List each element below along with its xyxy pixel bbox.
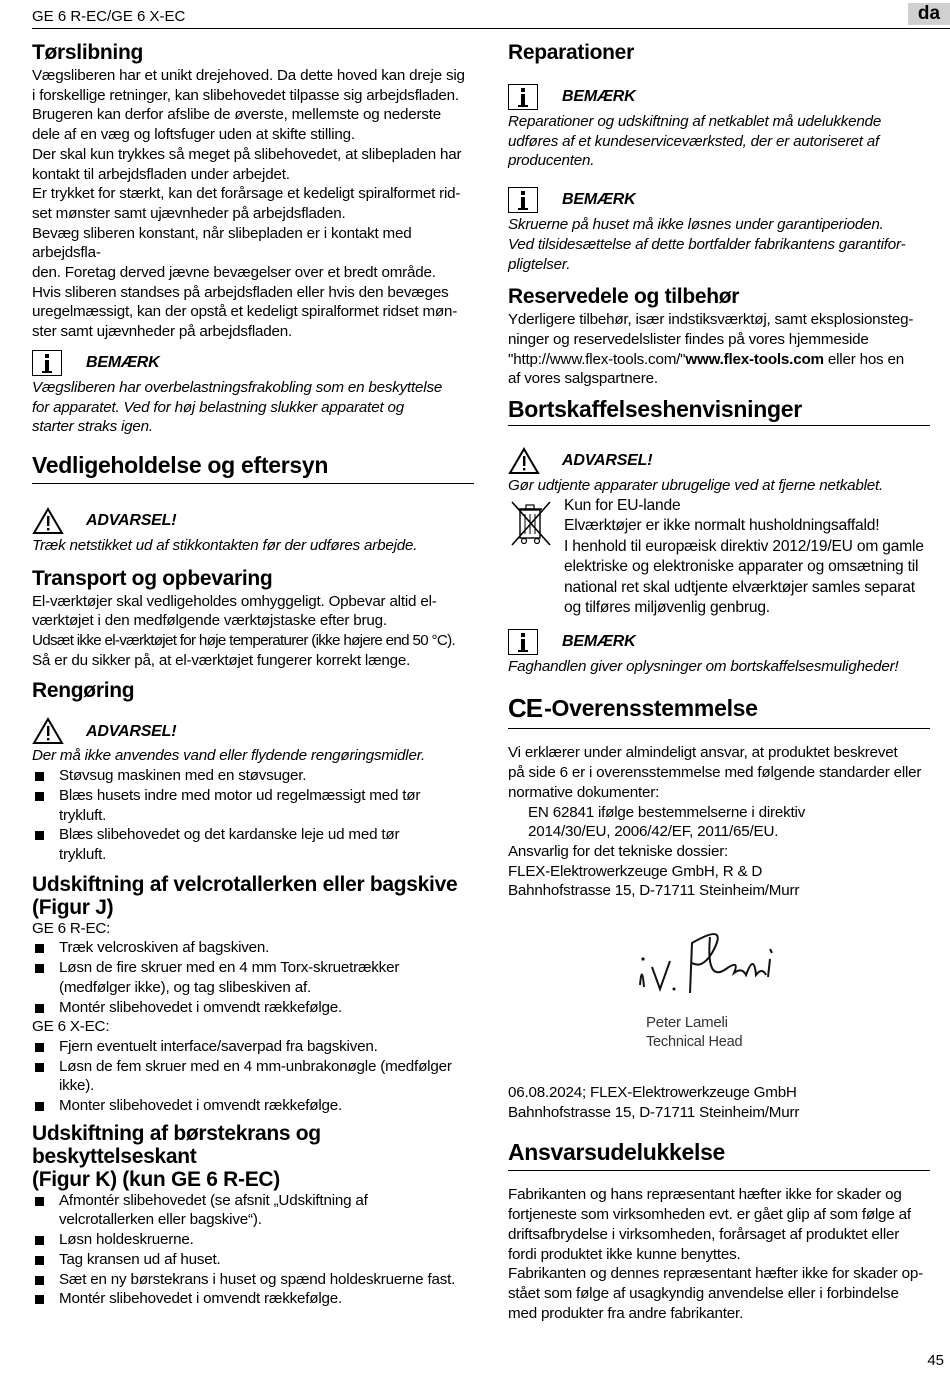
text-line: Bevæg sliberen konstant, når slibepladen er i kontakt med arbejdsfla- bbox=[32, 224, 412, 262]
text-line: fortjeneste som virksomheden evt. er gået glip af som følge af bbox=[508, 1206, 911, 1224]
note-text: Faghandlen giver oplysninger om bortskaffelsesmuligheder! bbox=[508, 657, 899, 675]
velcro-list-1 bbox=[32, 938, 474, 1017]
text-line: 06.08.2024; FLEX-Elektrowerkzeuge GmbH bbox=[508, 1084, 797, 1102]
text-line: af vores salgspartnere. bbox=[508, 370, 658, 388]
text-line: i forskellige retninger, kan slibehovedet tilpasse sig arbejdsfladen. bbox=[32, 86, 459, 104]
text-line: normative dokumenter: bbox=[508, 783, 660, 801]
weee-block bbox=[508, 496, 946, 619]
section-title-borste bbox=[32, 1122, 474, 1191]
ansvar-text bbox=[508, 1185, 946, 1323]
text-span: eller hos en bbox=[823, 350, 904, 368]
note-row bbox=[32, 348, 474, 378]
list-item: Monter slibehovedet i omvendt rækkefølge. bbox=[32, 1096, 474, 1116]
text-line: Bahnhofstrasse 15, D-71711 Steinheim/Murr bbox=[508, 882, 800, 900]
text-line: Vægsliberen har et unikt drejehoved. Da dette hoved kan dreje sig bbox=[32, 67, 465, 84]
warning-row bbox=[32, 716, 474, 746]
warning-icon bbox=[508, 447, 540, 475]
text-line: Der skal kun trykkes så meget på slibehovedet, at slibepladen har bbox=[32, 145, 462, 163]
list-item: Løsn de fire skruer med en 4 mm Torx-skruetrækker (medfølger ikke), og tag slibeskiven af. bbox=[32, 958, 474, 997]
warning-label: ADVARSEL! bbox=[86, 512, 177, 530]
title-line: (Figur K) (kun GE 6 R-EC) bbox=[32, 1167, 280, 1191]
left-column bbox=[32, 40, 474, 1309]
section-title-reparationer: Reparationer bbox=[508, 41, 634, 64]
text-line: Vægsliberen har overbelastningsfrakobling som en beskyttelse bbox=[32, 378, 443, 396]
text-line: Vi erklærer under almindeligt ansvar, at produktet beskrevet bbox=[508, 744, 898, 762]
text-line: Kun for EU-lande bbox=[564, 496, 681, 514]
text-line: Skruerne på huset må ikke løsnes under garantiperioden. bbox=[508, 216, 884, 234]
signature-block bbox=[508, 901, 946, 1071]
text-line: Reparationer og udskiftning af netkablet må udelukkende bbox=[508, 113, 882, 130]
list-item: Afmontér slibehovedet (se afsnit „Udskiftning af velcrotallerken eller bagskive“). bbox=[32, 1191, 474, 1230]
note-label: BEMÆRK bbox=[562, 191, 636, 209]
text-line: udføres af et kundeserviceværksted, der er autoriseret af bbox=[508, 132, 879, 150]
warning-text: Træk netstikket ud af stikkontakten før der udføres arbejde. bbox=[32, 536, 418, 554]
date-block bbox=[508, 1083, 946, 1122]
text-line: Ved tilsidesættelse af dette bortfalder fabrikantens garantifor- bbox=[508, 235, 906, 253]
subheading: GE 6 X-EC: bbox=[32, 1018, 110, 1036]
url-bold[interactable]: www.flex-tools.com bbox=[685, 350, 824, 368]
text-line: Fabrikanten og dennes repræsentant hæfter ikke for skader op- bbox=[508, 1265, 923, 1283]
text-line: I henhold til europæisk direktiv 2012/19/EU om gamle bbox=[564, 537, 924, 555]
list-item: Montér slibehovedet i omvendt rækkefølge. bbox=[32, 1289, 474, 1309]
text-line: Hvis sliberen standses på arbejdsfladen eller hvis den bevæges bbox=[32, 283, 449, 301]
language-badge: da bbox=[908, 3, 950, 25]
section-title-ansvar: Ansvarsudelukkelse bbox=[508, 1138, 930, 1171]
text-line: ninger og reservedelslister findes på vores hjemmeside bbox=[508, 330, 869, 348]
list-item: Træk velcroskiven af bagskiven. bbox=[32, 938, 474, 958]
signer-title: Technical Head bbox=[646, 1034, 743, 1051]
text-line: driftsafbrydelse i virksomheden, forårsaget af produktet eller bbox=[508, 1225, 900, 1243]
url-text[interactable]: "http://www.flex-tools.com/" bbox=[508, 350, 686, 368]
section-title-vedligeholdelse: Vedligeholdelse og eftersyn bbox=[32, 451, 474, 484]
text-line: Ansvarlig for det tekniske dossier: bbox=[508, 842, 729, 860]
reservedele-text bbox=[508, 310, 946, 389]
text-line: Så er du sikker på, at el-værktøjet fungerer korrekt længe. bbox=[32, 651, 411, 669]
text-line: Brugeren kan derfor afslibe de øverste, mellemste og nederste bbox=[32, 106, 442, 124]
crossed-bin-icon bbox=[508, 498, 554, 548]
note-text bbox=[508, 215, 946, 274]
right-column bbox=[508, 40, 946, 1323]
warning-row bbox=[508, 446, 946, 476]
note-text bbox=[32, 378, 474, 437]
subheading: GE 6 R-EC: bbox=[32, 919, 111, 937]
text-line: FLEX-Elektrowerkzeuge GmbH, R & D bbox=[508, 862, 763, 880]
signer-name: Peter Lameli bbox=[646, 1014, 728, 1032]
warning-icon bbox=[32, 717, 64, 745]
model-header: GE 6 R-EC/GE 6 X-EC bbox=[32, 8, 186, 25]
page-number: 45 bbox=[927, 1352, 944, 1369]
section-title-reservedele: Reservedele og tilbehør bbox=[508, 285, 740, 309]
info-icon bbox=[508, 84, 538, 110]
title-text: -Overensstemmelse bbox=[544, 695, 758, 722]
signature-image bbox=[630, 923, 810, 1013]
text-line: værktøjet i den medfølgende værktøjstaske efter brug. bbox=[32, 612, 387, 630]
list-item: Blæs slibehovedet og det kardanske leje ud med tør trykluft. bbox=[32, 825, 474, 864]
cleaning-list bbox=[32, 766, 474, 865]
text-line: Er trykket for stærkt, kan det forårsage et kedeligt spiralformet rid- bbox=[32, 185, 461, 203]
text-line: ster samt ujævnheder på arbejdsfladen. bbox=[32, 323, 293, 341]
text-line: stået som følge af usagkyndig anvendelse eller i forbindelse bbox=[508, 1284, 899, 1302]
text-line: EN 62841 ifølge bestemmelserne i direktiv bbox=[528, 803, 806, 821]
text-line: dele af en væg og loftsfuger uden at skifte stilling. bbox=[32, 126, 355, 144]
text-line: 2014/30/EU, 2006/42/EF, 2011/65/EU. bbox=[528, 823, 779, 841]
text-line: uregelmæssigt, kan der opstå et kedeligt spiralformet ridset møn- bbox=[32, 303, 458, 321]
warning-label: ADVARSEL! bbox=[562, 452, 653, 470]
list-item: Blæs husets indre med motor ud regelmæssigt med tør trykluft. bbox=[32, 786, 474, 825]
text-line: producenten. bbox=[508, 152, 595, 170]
url-line bbox=[508, 350, 946, 370]
text-line: fordi produktet ikke kunne benyttes. bbox=[508, 1245, 741, 1263]
warning-text: Gør udtjente apparater ubrugelige ved at fjerne netkablet. bbox=[508, 477, 884, 495]
title-line: Udskiftning af børstekrans og beskyttelseskant bbox=[32, 1121, 321, 1168]
velcro-list-2 bbox=[32, 1037, 474, 1116]
section-title-transport: Transport og opbevaring bbox=[32, 566, 273, 590]
text-line: elektriske og elektroniske apparater og omsætning til bbox=[564, 558, 919, 576]
note-label: BEMÆRK bbox=[562, 88, 636, 106]
list-item: Løsn holdeskruerne. bbox=[32, 1230, 474, 1250]
text-line: El-værktøjer skal vedligeholdes omhyggeligt. Opbevar altid el- bbox=[32, 592, 437, 610]
header-rule bbox=[32, 28, 950, 29]
list-item: Fjern eventuelt interface/saverpad fra bagskiven. bbox=[32, 1037, 474, 1057]
list-item: Sæt en ny børstekrans i huset og spænd holdeskruerne fast. bbox=[32, 1270, 474, 1290]
note-label: BEMÆRK bbox=[86, 353, 160, 371]
ce-text bbox=[508, 743, 946, 901]
note-row bbox=[508, 627, 946, 657]
text-line: på side 6 er i overensstemmelse med følgende standarder eller bbox=[508, 764, 922, 782]
info-icon bbox=[508, 187, 538, 213]
section-title-torslibning: Tørslibning bbox=[32, 41, 144, 64]
text-line: for apparatet. Ved for høj belastning slukker apparatet og bbox=[32, 398, 404, 416]
section-title-bortskaffelse: Bortskaffelseshenvisninger bbox=[508, 395, 930, 426]
text-line: Bahnhofstrasse 15, D-71711 Steinheim/Murr bbox=[508, 1103, 800, 1121]
title-line: Udskiftning af velcrotallerken eller bagskive bbox=[32, 872, 458, 896]
section-title-velcro bbox=[32, 873, 474, 919]
text-line: set mønster samt ujævnheder på arbejdsfladen. bbox=[32, 204, 346, 222]
text-line: Elværktøjer er ikke normalt husholdningsaffald! bbox=[564, 517, 880, 535]
torslibning-text bbox=[32, 66, 474, 342]
note-row bbox=[508, 82, 946, 112]
warning-row bbox=[32, 506, 474, 536]
info-icon bbox=[32, 350, 62, 376]
borste-list bbox=[32, 1191, 474, 1309]
note-text bbox=[508, 112, 946, 171]
transport-text bbox=[32, 592, 474, 671]
warning-icon bbox=[32, 507, 64, 535]
text-line: Fabrikanten og hans repræsentant hæfter ikke for skader og bbox=[508, 1186, 902, 1204]
text-line: national ret skal udtjente elværktøjer samles separat bbox=[564, 578, 915, 596]
list-item: Tag kransen ud af huset. bbox=[32, 1250, 474, 1270]
list-item: Montér slibehovedet i omvendt rækkefølge. bbox=[32, 998, 474, 1018]
title-line: (Figur J) bbox=[32, 895, 114, 919]
text-line: den. Foretag derved jævne bevægelser over et bredt område. bbox=[32, 264, 436, 282]
section-title-ce bbox=[508, 694, 930, 729]
text-line: med produkter fra andre fabrikanter. bbox=[508, 1304, 744, 1322]
text-line: Udsæt ikke el-værktøjet for høje temperaturer (ikke højere end 50 °C). bbox=[32, 632, 455, 650]
note-label: BEMÆRK bbox=[562, 632, 636, 650]
list-item: Løsn de fem skruer med en 4 mm-unbrakonøgle (medfølger ikke). bbox=[32, 1057, 474, 1096]
text-line: kontakt til arbejdsfladen under arbejdet. bbox=[32, 165, 290, 183]
info-icon bbox=[508, 629, 538, 655]
note-row bbox=[508, 185, 946, 215]
text-line: og tilføres miljøvenlig genbrug. bbox=[564, 599, 770, 617]
text-line: pligtelser. bbox=[508, 255, 571, 273]
text-line: starter straks igen. bbox=[32, 418, 153, 436]
warning-text: Der må ikke anvendes vand eller flydende rengøringsmidler. bbox=[32, 747, 426, 765]
warning-label: ADVARSEL! bbox=[86, 722, 177, 740]
text-line: Yderligere tilbehør, især indstiksværktøj, samt eksplosionsteg- bbox=[508, 311, 914, 329]
ce-mark-icon: CE bbox=[508, 693, 543, 724]
weee-text bbox=[564, 496, 924, 619]
list-item: Støvsug maskinen med en støvsuger. bbox=[32, 766, 474, 786]
section-title-rengoring: Rengøring bbox=[32, 679, 135, 703]
